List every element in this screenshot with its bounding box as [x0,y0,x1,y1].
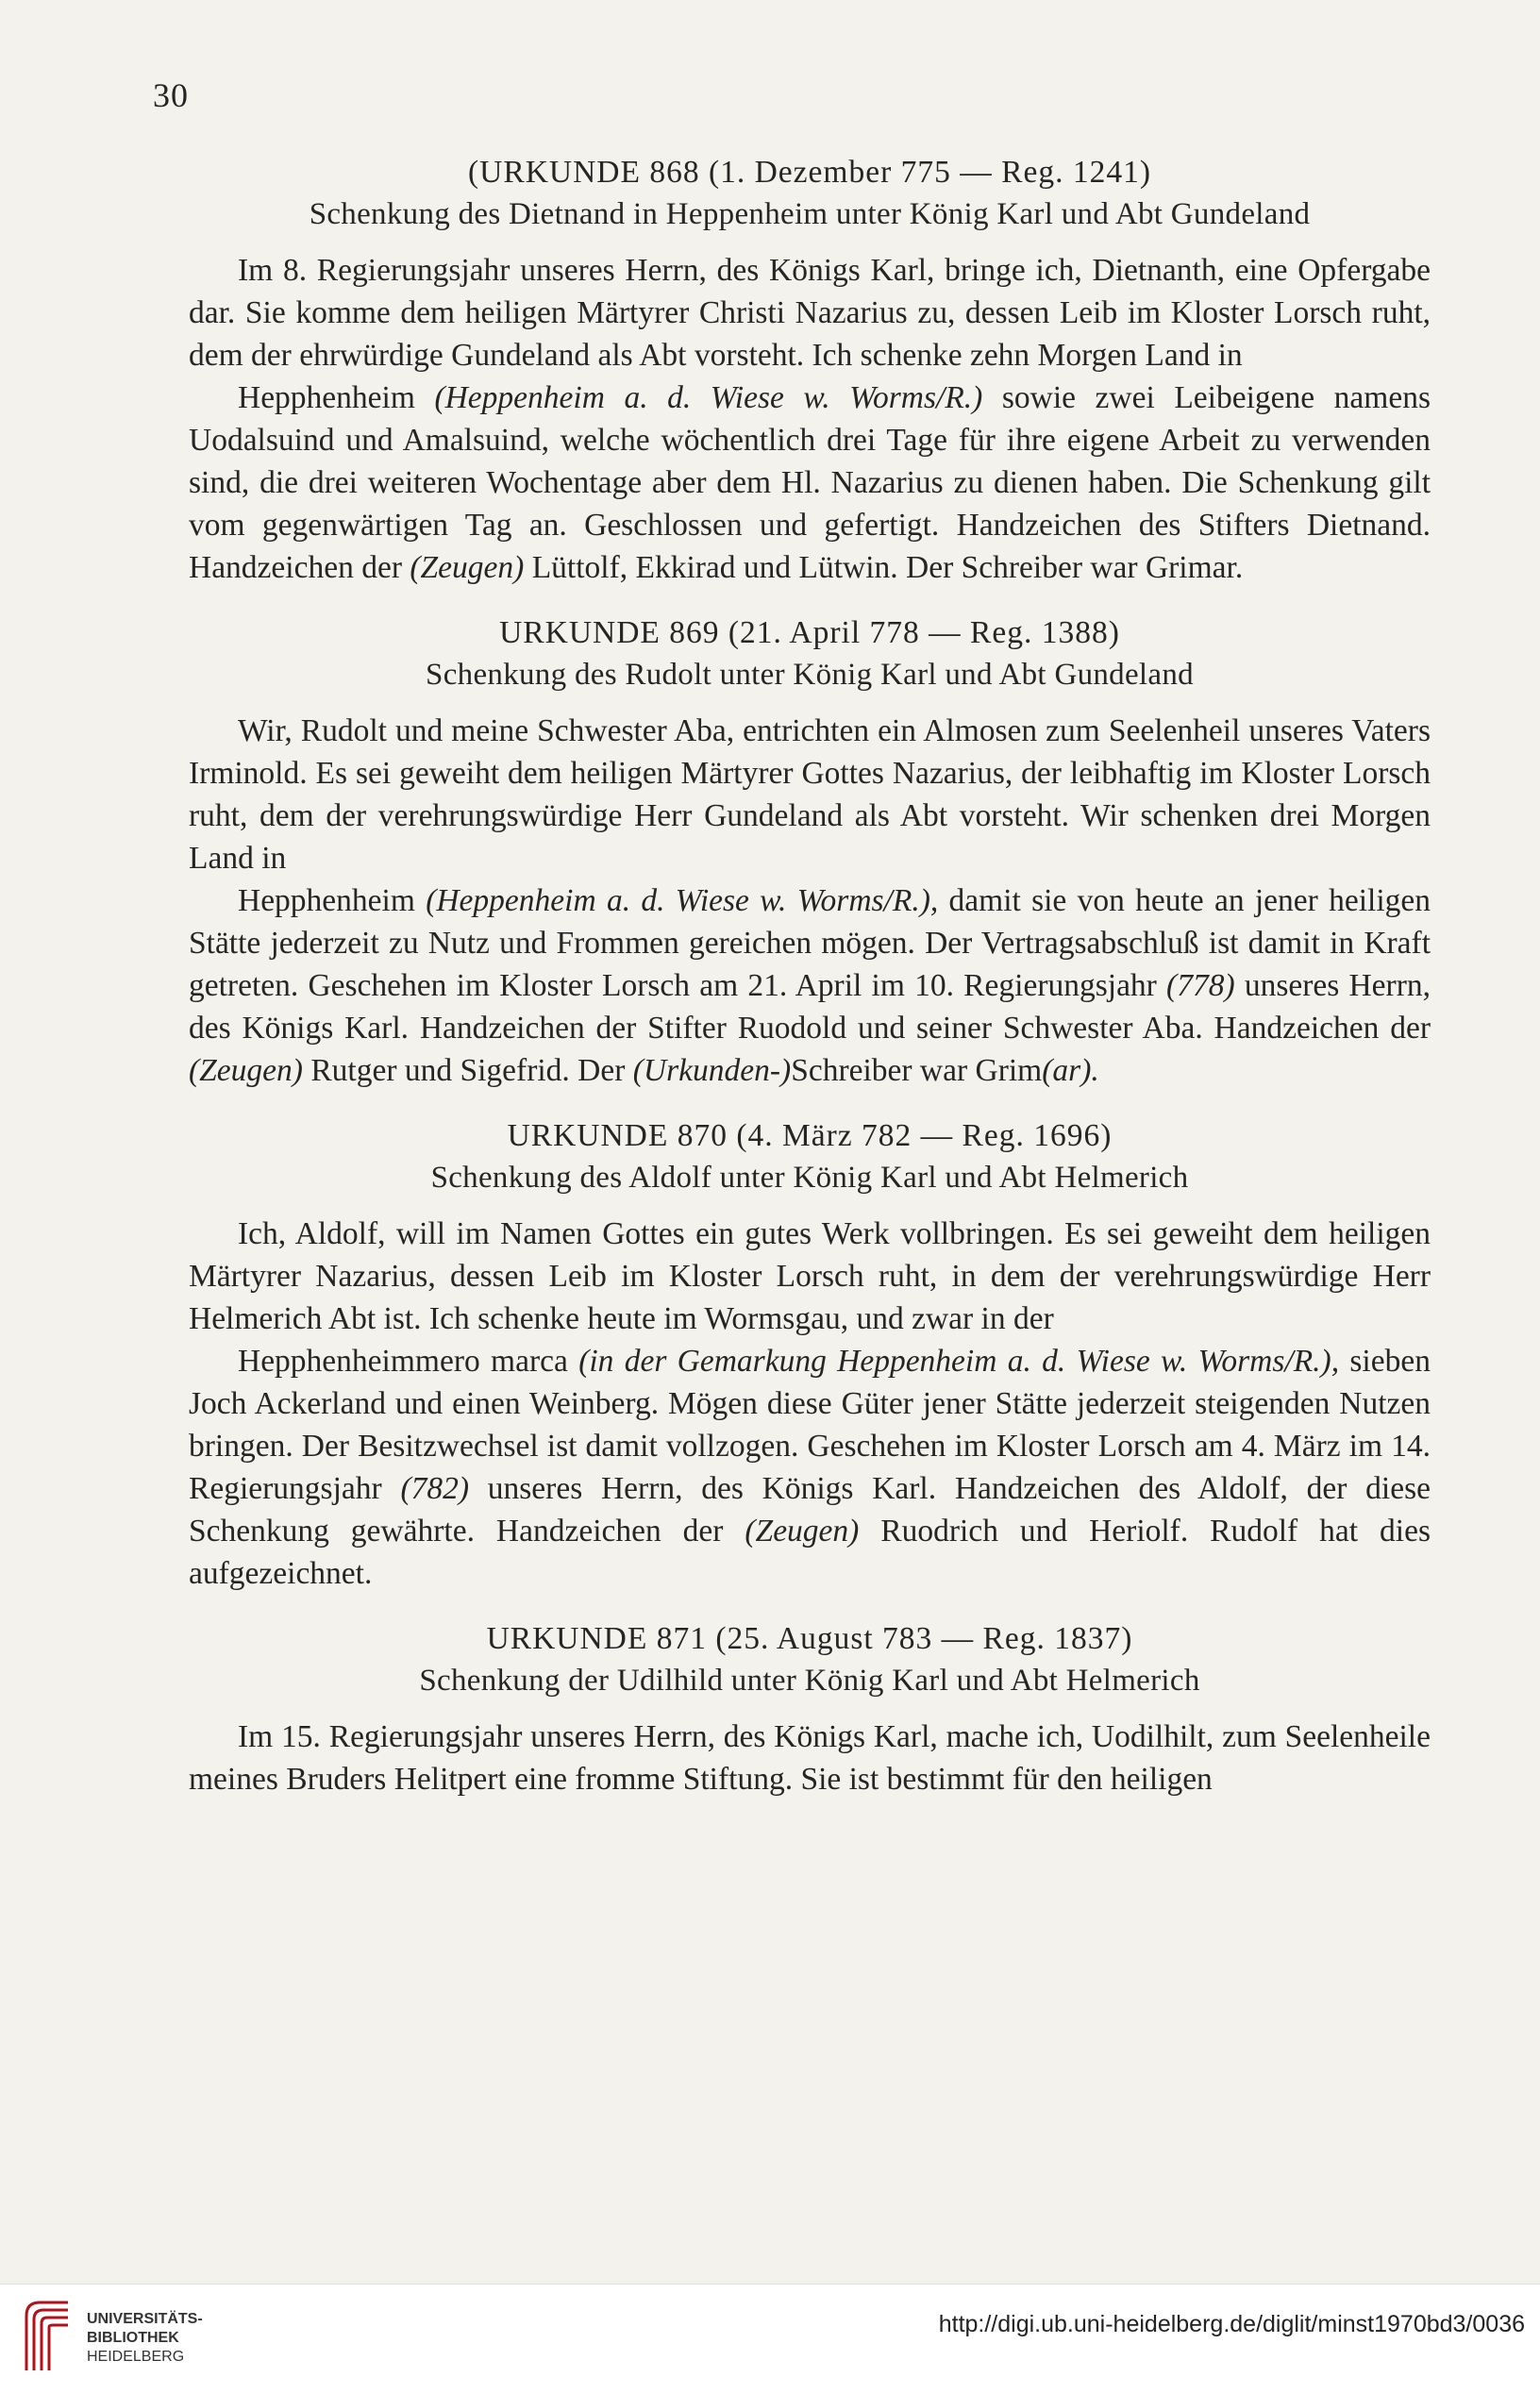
text-run: Ruodrich und Heriolf. Rudolf hat dies aufgezeichnet. [189,1514,1431,1591]
italic-run: (Zeugen) [745,1514,860,1549]
charter-paragraph [189,879,1431,1092]
charter-871 [189,1617,1431,1800]
charter-heading: URKUNDE 870 (4. März 782 — Reg. 1696) [507,1118,1113,1153]
text-run: Hepphenheim [238,380,435,415]
italic-run: (in der Gemarkung Heppenheim a. d. Wiese w. Worms/R.), [578,1344,1340,1379]
text-run: Lüttolf, Ekkirad und Lütwin. Der Schreiber war Grimar. [524,550,1244,585]
charter-heading: URKUNDE 869 (21. April 778 — Reg. 1388) [499,615,1120,650]
italic-run: (Heppenheim a. d. Wiese w. Worms/R.), [426,883,939,918]
charter-heading: (URKUNDE 868 (1. Dezember 775 — Reg. 1241) [468,155,1151,190]
text-run: unseres Herrn, des Königs Karl. Handzeichen des Aldolf, der diese Schenkung gewährte. Handzeichen der [189,1471,1431,1549]
charter-paragraph [189,1340,1431,1595]
charter-870 [189,1114,1431,1595]
italic-run: (Zeugen) [189,1053,303,1088]
source-url-link[interactable]: http://digi.ub.uni-heidelberg.de/diglit/minst1970bd3/0036 [938,2311,1525,2337]
charter-paragraph: Wir, Rudolt und meine Schwester Aba, entrichten ein Almosen zum Seelenheil unseres Vaters Irminold. Es sei geweiht dem heiligen Märtyrer Gottes Nazarius, der leibhaftig im Kloster Lorsch ruht, dem der verehrungswürdige Herr Gundeland als Abt vorsteht. Wir schenken drei Morgen Land in [189,713,1431,876]
charter-heading: URKUNDE 871 (25. August 783 — Reg. 1837) [486,1621,1133,1656]
charter-subheading: Schenkung des Aldolf unter König Karl und Abt Helmerich [430,1161,1189,1195]
text-run: damit sie von heute an jener heiligen Stätte jederzeit zu Nutz und Frommen gereichen mögen. Der Vertragsabschluß ist damit in Kraft getreten. Geschehen im Kloster Lorsch am 21. April im 10. Regierungsjahr [189,883,1431,1003]
charter-869 [189,611,1431,1092]
charter-paragraph [189,377,1431,589]
library-name-line: HEIDELBERG [87,2349,185,2365]
library-logo-icon [21,2295,74,2376]
text-run: sieben Joch Ackerland und einen Weinberg. Mögen diese Güter jener Stätte jederzeit steigenden Nutzen bringen. Der Besitzwechsel ist damit vollzogen. Geschehen im Kloster Lorsch am 4. März im 14. Regierungsjahr [189,1344,1431,1506]
italic-run: (Zeugen) [410,550,525,585]
charter-paragraph: Im 15. Regierungsjahr unseres Herrn, des Königs Karl, mache ich, Uodilhilt, zum Seelenheile meines Bruders Helitpert eine fromme Stiftung. Sie ist bestimmt für den heiligen [189,1719,1431,1797]
text-run: sowie zwei Leibeigene namens Uodalsuind und Amalsuind, welche wöchentlich drei Tage für ihre eigene Arbeit zu verwenden sind, die drei weiteren Wochentage aber dem Hl. Nazarius zu dienen haben. Die Schenkung gilt vom gegenwärtigen Tag an. Geschlossen und gefertigt. Handzeichen des Stifters Dietnand. Handzeichen der [189,380,1431,585]
library-name-line: UNIVERSITÄTS- [87,2311,203,2327]
text-run: Schreiber war Grim [791,1053,1043,1088]
italic-run: (ar). [1042,1053,1099,1088]
library-name [87,2310,203,2367]
text-run: Hepphenheim [238,883,427,918]
italic-run: (778) [1166,968,1235,1003]
italic-run: (Heppenheim a. d. Wiese w. Worms/R.) [434,380,983,415]
page-content [189,151,1431,1800]
italic-run: (782) [400,1471,469,1506]
text-run: Hepphenheimmero marca [238,1344,579,1379]
library-name-line: BIBLIOTHEK [87,2330,179,2346]
charter-subheading: Schenkung des Dietnand in Heppenheim unter König Karl und Abt Gundeland [309,197,1311,231]
italic-run: (Urkunden-) [632,1053,792,1088]
viewer-footer [0,2284,1540,2394]
charter-paragraph: Im 8. Regierungsjahr unseres Herrn, des Königs Karl, bringe ich, Dietnanth, eine Opfergabe dar. Sie komme dem heiligen Märtyrer Christi Nazarius zu, dessen Leib im Kloster Lorsch ruht, dem der ehrwürdige Gundeland als Abt vorsteht. Ich schenke zehn Morgen Land in [189,253,1431,373]
page-number: 30 [153,76,189,114]
charter-868 [189,151,1431,589]
charter-subheading: Schenkung des Rudolt unter König Karl und Abt Gundeland [426,658,1194,692]
charter-paragraph: Ich, Aldolf, will im Namen Gottes ein gutes Werk vollbringen. Es sei geweiht dem heiligen Märtyrer Nazarius, dessen Leib im Kloster Lorsch ruht, in dem der verehrungswürdige Herr Helmerich Abt ist. Ich schenke heute im Wormsgau, und zwar in der [189,1216,1431,1336]
text-run: unseres Herrn, des Königs Karl. Handzeichen der Stifter Ruodold und seiner Schwester Aba. Handzeichen der [189,968,1431,1046]
text-run: Rutger und Sigefrid. Der [302,1053,633,1088]
charter-subheading: Schenkung der Udilhild unter König Karl und Abt Helmerich [419,1664,1200,1698]
